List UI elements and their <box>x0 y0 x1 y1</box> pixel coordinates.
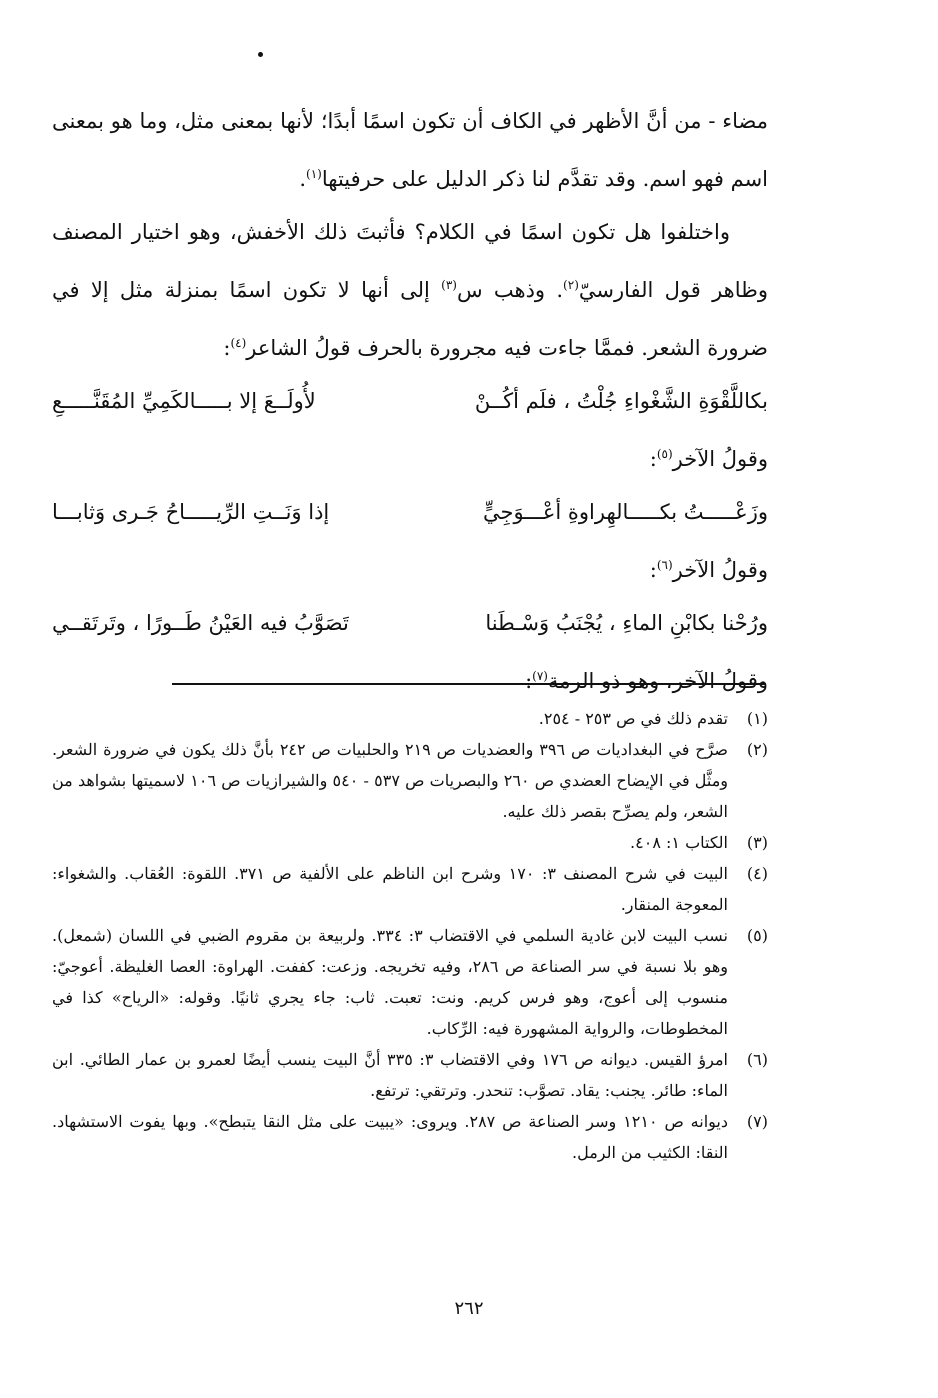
footnote-6 <box>52 1044 768 1106</box>
footnote-ref-2[interactable]: (٢) <box>563 278 579 292</box>
verse-3 <box>52 597 768 650</box>
verse-1-first-hemistich: بكاللَّقْوَةِ الشَّغْواءِ جُلْتُ ، فلَم أكُــنْ <box>474 389 768 413</box>
footnote-ref-3[interactable]: (٣) <box>441 278 457 292</box>
footnote-1 <box>52 703 768 734</box>
verse-2 <box>52 486 768 539</box>
footnote-2 <box>52 734 768 827</box>
footnote-number: (١) <box>746 709 768 728</box>
footnote-ref-7[interactable]: (٧) <box>532 669 548 683</box>
footnote-number: (٥) <box>746 926 768 945</box>
printer-dot-mark <box>258 52 263 57</box>
footnote-separator <box>172 683 766 685</box>
verse-introducer-3: وقولُ الآخر، وهو ذو الرمة$^{(٧)}$: <box>525 669 768 693</box>
footnote-text: امرؤ القيس. ديوانه ص ١٧٦ وفي الاقتضاب ٣: ٣٣٥ أنَّ البيت ينسب أيضًا لعمرو بن عمار الطائي. ابن الماء: طائر. يجنب: يقاد. تصوَّب: تنحدر. وترتقي: ترتفع. <box>52 1050 729 1100</box>
verse-introducer-2: وقولُ الآخر$^{(٦)}$: <box>649 558 768 582</box>
main-text <box>52 95 768 708</box>
paragraph-2: واختلفوا هل تكون اسمًا في الكلام؟ فأثبتَ ذلك الأخفش، وهو اختيار المصنف وظاهر قول الفارسيّ$^{(٢)}$. وذهب س$^{(٣)}$ إلى أنها لا تكون اسمًا بمنزلة مثل إلا في ضرورة الشعر. فممَّا جاءت فيه مجرورة بالحرف قولُ الشاعر$^{(٤)}$: <box>52 220 769 360</box>
footnote-text: نسب البيت لابن غادية السلمي في الاقتضاب ٣: ٣٣٤. ولربيعة بن مقروم الضبي في اللسان (شمعل). وهو بلا نسبة في سر الصناعة ص ٢٨٦، وفيه تخريجه. وزعت: كففت. الهراوة: العصا الغليظة. أعوجيّ: منسوب إلى أعوج، وهو فرس كريم. ونت: تعبت. ثاب: جاء يجري ثانيًا. وقوله: «الرياح» كذا في المخطوطات، والرواية المشهورة فيه: الرِّكاب. <box>52 926 729 1038</box>
footnote-number: (٦) <box>746 1050 768 1069</box>
footnote-text: البيت في شرح المصنف ٣: ١٧٠ وشرح ابن الناظم على الألفية ص ٣٧١. اللقوة: العُقاب. والشغواء: المعوجة المنقار. <box>52 864 728 914</box>
verse-2-second-hemistich: إذا وَنَــتِ الرِّيـــــاحُ جَـرى وَثابـــا <box>52 500 330 524</box>
footnote-text: صرَّح في البغداديات ص ٣٩٦ والعضديات ص ٢١٩ والحلبيات ص ٢٤٢ بأنَّ ذلك يكون في ضرورة الشعر. ومثَّل في الإيضاح العضدي ص ٢٦٠ والبصريات ص ٥٣٧ - ٥٤٠ والشيرازيات ص ١٠٦ لاسميتها بشواهد من الشعر، ولم يصرِّح بقصر ذلك عليه. <box>52 740 729 821</box>
verse-2-first-hemistich: وزَعْـــــتُ بكـــــالهِراوةِ أعْـــوَجِيٍّ <box>483 500 768 524</box>
verse-introducer-1: وقولُ الآخر$^{(٥)}$: <box>649 447 768 471</box>
footnote-5 <box>52 920 768 1044</box>
footnote-text: تقدم ذلك في ص ٢٥٣ - ٢٥٤. <box>538 709 728 728</box>
verse-1-second-hemistich: لأُولَــعَ إلا بـــــالكَمِيِّ المُقَنَّـــــعِ <box>52 389 316 413</box>
verse-3-first-hemistich: ورُحْنا بكابْنِ الماءِ ، يُجْنَبُ وَسْـطَنا <box>485 611 768 635</box>
footnote-number: (٧) <box>746 1112 768 1131</box>
footnote-4 <box>52 858 768 920</box>
footnote-ref-6[interactable]: (٦) <box>656 558 673 572</box>
footnote-7 <box>52 1106 768 1168</box>
footnote-number: (٢) <box>746 740 768 759</box>
footnote-ref-5[interactable]: (٥) <box>656 447 673 461</box>
footnote-text: ديوانه ص ١٢١٠ وسر الصناعة ص ٢٨٧. ويروى: «يبيت على مثل النقا يتبطح». وبها يفوت الاستشهاد. النقا: الكثيب من الرمل. <box>52 1112 728 1162</box>
verse-1 <box>52 375 768 428</box>
footnote-number: (٣) <box>746 833 768 852</box>
verse-3-second-hemistich: تَصَوَّبُ فيه العَيْنُ طَــورًا ، وتَرتَقــي <box>52 611 349 635</box>
page-number: ٢٦٢ <box>454 1298 484 1319</box>
footnote-number: (٤) <box>746 864 768 883</box>
footnote-ref-4[interactable]: (٤) <box>230 336 247 350</box>
footnote-ref-1[interactable]: (١) <box>306 167 322 181</box>
footnote-text: الكتاب ١: ٤٠٨. <box>630 833 728 852</box>
footnotes <box>52 703 768 1168</box>
footnote-3 <box>52 827 768 858</box>
paragraph-1: مضاء - من أنَّ الأظهر في الكاف أن تكون اسمًا أبدًا؛ لأنها بمعنى مثل، وما هو بمعنى اسم فهو اسم. وقد تقدَّم لنا ذكر الدليل على حرفيتها$^{(١)}$. <box>52 109 768 191</box>
